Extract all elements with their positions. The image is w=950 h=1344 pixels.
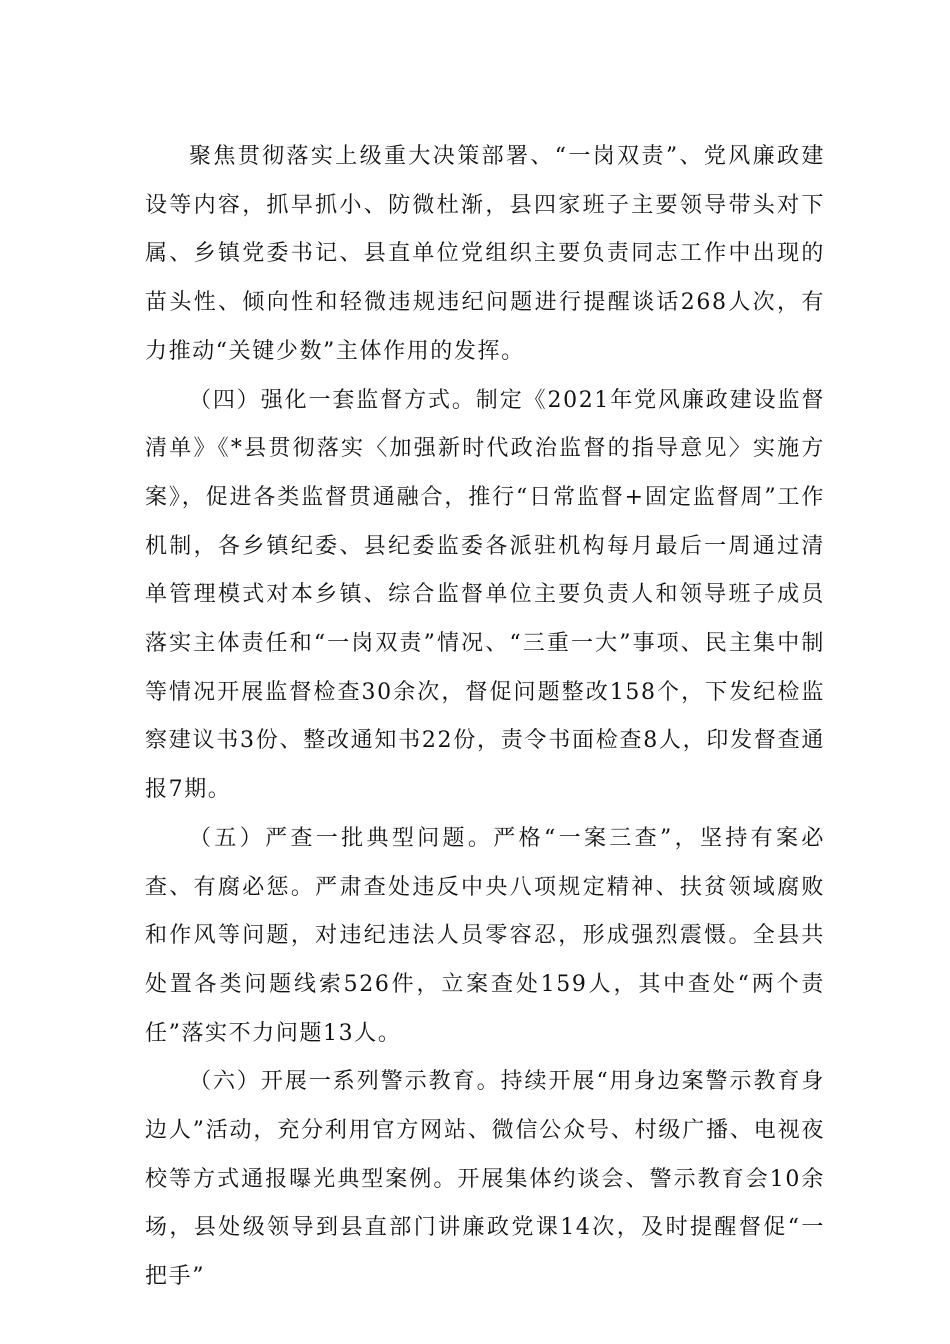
document-body: [145, 133, 825, 1302]
paragraph-1: 聚焦贯彻落实上级重大决策部署、“一岗双责”、党风廉政建设等内容，抓早抓小、防微杜渐，县四家班子主要领导带头对下属、乡镇党委书记、县直单位党组织主要负责同志工作中出现的苗头性、倾向性和轻微违规违纪问题进行提醒谈话268人次，有力推动“关键少数”主体作用的发挥。: [145, 144, 825, 364]
paragraph-2: （四）强化一套监督方式。制定《2021年党风廉政建设监督清单》《*县贯彻落实〈加强新时代政治监督的指导意见〉实施方案》，促进各类监督贯通融合，推行“日常监督+固定监督周”工作机制，各乡镇纪委、县纪委监委各派驻机构每月最后一周通过清单管理模式对本乡镇、综合监督单位主要负责人和领导班子成员落实主体责任和“一岗双责”情况、“三重一大”事项、民主集中制等情况开展监督检查30余次，督促问题整改158个，下发纪检监察建议书3份、整改通知书22份，责令书面检查8人，印发督查通报7期。: [145, 387, 825, 803]
paragraph-3: （五）严查一批典型问题。严格“一案三查”，坚持有案必查、有腐必惩。严肃查处违反中央八项规定精神、扶贫领域腐败和作风等问题，对违纪违法人员零容忍，形成强烈震慑。全县共处置各类问题线索526件，立案查处159人，其中查处“两个责任”落实不力问题13人。: [145, 825, 825, 1046]
paragraph-4: （六）开展一系列警示教育。持续开展“用身边案警示教育身边人”活动，充分利用官方网站、微信公众号、村级广播、电视夜校等方式通报曝光典型案例。开展集体约谈会、警示教育会10余场，县处级领导到县直部门讲廉政党课14次，及时提醒督促“一把手”: [145, 1069, 825, 1290]
